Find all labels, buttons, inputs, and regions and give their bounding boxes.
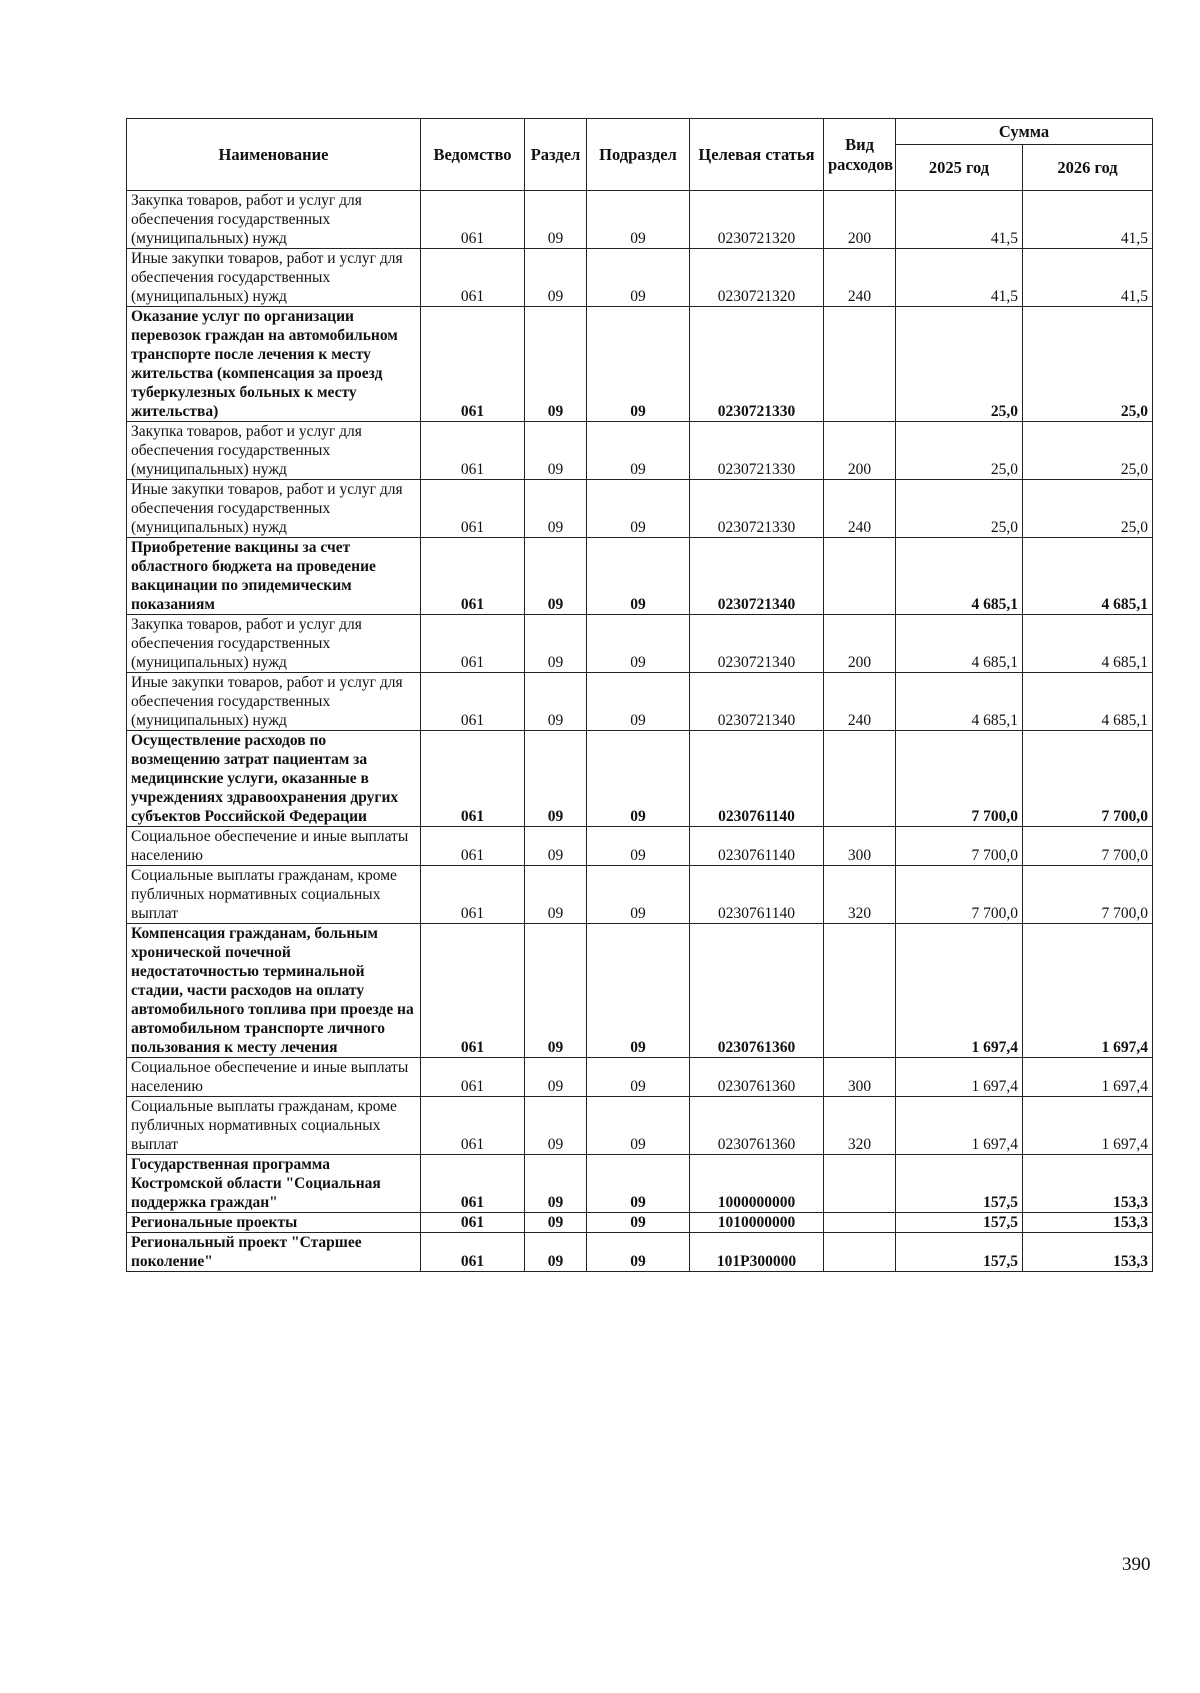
row-expense-type [824, 538, 896, 615]
row-target-article: 0230761360 [690, 1058, 824, 1097]
row-expense-type [824, 1233, 896, 1272]
header-section: Раздел [525, 119, 587, 191]
row-name: Закупка товаров, работ и услуг для обеспечения государственных (муниципальных) нужд [127, 422, 421, 480]
row-amount-2026: 4 685,1 [1023, 673, 1153, 731]
table-row [127, 538, 1153, 615]
row-expense-type: 320 [824, 1097, 896, 1155]
row-department: 061 [421, 731, 525, 827]
row-name: Региональный проект "Старшее поколение" [127, 1233, 421, 1272]
row-target-article: 0230721330 [690, 422, 824, 480]
row-department: 061 [421, 615, 525, 673]
row-section: 09 [525, 1155, 587, 1213]
row-department: 061 [421, 924, 525, 1058]
row-amount-2025: 7 700,0 [896, 866, 1023, 924]
row-amount-2025: 41,5 [896, 191, 1023, 249]
row-expense-type: 240 [824, 673, 896, 731]
row-department: 061 [421, 827, 525, 866]
row-expense-type [824, 1213, 896, 1233]
row-section: 09 [525, 307, 587, 422]
row-target-article: 0230761140 [690, 827, 824, 866]
row-target-article: 0230721320 [690, 249, 824, 307]
row-target-article: 0230721340 [690, 615, 824, 673]
row-amount-2025: 25,0 [896, 422, 1023, 480]
table-row [127, 827, 1153, 866]
header-sum: Сумма [896, 119, 1153, 145]
row-section: 09 [525, 827, 587, 866]
row-amount-2025: 1 697,4 [896, 1097, 1023, 1155]
row-section: 09 [525, 538, 587, 615]
row-subsection: 09 [587, 191, 690, 249]
row-expense-type: 240 [824, 480, 896, 538]
row-department: 061 [421, 1058, 525, 1097]
table-body [127, 191, 1153, 1272]
row-name: Социальные выплаты гражданам, кроме публичных нормативных социальных выплат [127, 866, 421, 924]
row-name: Компенсация гражданам, больным хронической почечной недостаточностью терминальной стадии, части расходов на оплату автомобильного топлива при проезде на автомобильном транспорте личного пользования к месту лечения [127, 924, 421, 1058]
table-row [127, 480, 1153, 538]
row-subsection: 09 [587, 615, 690, 673]
row-amount-2025: 4 685,1 [896, 615, 1023, 673]
row-name: Социальное обеспечение и иные выплаты населению [127, 1058, 421, 1097]
row-subsection: 09 [587, 1097, 690, 1155]
row-target-article: 0230721320 [690, 191, 824, 249]
row-section: 09 [525, 191, 587, 249]
row-amount-2026: 153,3 [1023, 1155, 1153, 1213]
row-expense-type [824, 1155, 896, 1213]
row-expense-type: 200 [824, 422, 896, 480]
table-row [127, 1155, 1153, 1213]
row-amount-2026: 25,0 [1023, 307, 1153, 422]
row-department: 061 [421, 538, 525, 615]
table-row [127, 1233, 1153, 1272]
row-subsection: 09 [587, 307, 690, 422]
header-target: Целевая статья [690, 119, 824, 191]
row-amount-2025: 25,0 [896, 480, 1023, 538]
row-target-article: 0230761360 [690, 1097, 824, 1155]
row-subsection: 09 [587, 1058, 690, 1097]
table-row [127, 1097, 1153, 1155]
row-amount-2025: 7 700,0 [896, 731, 1023, 827]
row-department: 061 [421, 307, 525, 422]
row-amount-2025: 157,5 [896, 1233, 1023, 1272]
row-section: 09 [525, 615, 587, 673]
row-department: 061 [421, 480, 525, 538]
row-section: 09 [525, 1058, 587, 1097]
table-row [127, 1213, 1153, 1233]
row-section: 09 [525, 673, 587, 731]
row-department: 061 [421, 422, 525, 480]
row-target-article: 0230761140 [690, 731, 824, 827]
row-amount-2025: 1 697,4 [896, 924, 1023, 1058]
table-row [127, 673, 1153, 731]
row-department: 061 [421, 191, 525, 249]
row-target-article: 0230721340 [690, 673, 824, 731]
row-subsection: 09 [587, 673, 690, 731]
row-amount-2026: 1 697,4 [1023, 1058, 1153, 1097]
row-amount-2025: 157,5 [896, 1213, 1023, 1233]
row-target-article: 0230721340 [690, 538, 824, 615]
row-amount-2025: 7 700,0 [896, 827, 1023, 866]
row-amount-2026: 25,0 [1023, 480, 1153, 538]
row-amount-2026: 1 697,4 [1023, 1097, 1153, 1155]
table-row [127, 615, 1153, 673]
row-target-article: 0230761360 [690, 924, 824, 1058]
row-department: 061 [421, 1233, 525, 1272]
row-amount-2025: 25,0 [896, 307, 1023, 422]
row-department: 061 [421, 249, 525, 307]
row-section: 09 [525, 1213, 587, 1233]
row-department: 061 [421, 1155, 525, 1213]
row-name: Региональные проекты [127, 1213, 421, 1233]
row-section: 09 [525, 731, 587, 827]
row-section: 09 [525, 1233, 587, 1272]
row-expense-type [824, 307, 896, 422]
row-target-article: 101P300000 [690, 1233, 824, 1272]
row-name: Иные закупки товаров, работ и услуг для обеспечения государственных (муниципальных) нужд [127, 673, 421, 731]
row-amount-2025: 4 685,1 [896, 673, 1023, 731]
row-amount-2026: 153,3 [1023, 1213, 1153, 1233]
header-subsection: Подраздел [587, 119, 690, 191]
header-expense-type: Вид расходов [824, 119, 896, 191]
row-department: 061 [421, 1213, 525, 1233]
row-target-article: 1000000000 [690, 1155, 824, 1213]
row-department: 061 [421, 866, 525, 924]
header-year-2025: 2025 год [896, 145, 1023, 191]
row-amount-2026: 7 700,0 [1023, 866, 1153, 924]
row-amount-2025: 41,5 [896, 249, 1023, 307]
row-amount-2025: 157,5 [896, 1155, 1023, 1213]
table-row [127, 731, 1153, 827]
row-section: 09 [525, 924, 587, 1058]
row-subsection: 09 [587, 924, 690, 1058]
row-section: 09 [525, 480, 587, 538]
row-amount-2026: 41,5 [1023, 191, 1153, 249]
row-name: Государственная программа Костромской области "Социальная поддержка граждан" [127, 1155, 421, 1213]
row-amount-2025: 4 685,1 [896, 538, 1023, 615]
row-expense-type [824, 731, 896, 827]
header-name: Наименование [127, 119, 421, 191]
row-expense-type: 320 [824, 866, 896, 924]
table-row [127, 422, 1153, 480]
row-subsection: 09 [587, 1155, 690, 1213]
row-expense-type: 240 [824, 249, 896, 307]
table-row [127, 249, 1153, 307]
row-expense-type: 200 [824, 191, 896, 249]
row-section: 09 [525, 422, 587, 480]
table-row [127, 191, 1153, 249]
row-name: Социальное обеспечение и иные выплаты населению [127, 827, 421, 866]
row-subsection: 09 [587, 731, 690, 827]
table-row [127, 307, 1153, 422]
row-target-article: 0230721330 [690, 480, 824, 538]
row-subsection: 09 [587, 827, 690, 866]
row-name: Осуществление расходов по возмещению затрат пациентам за медицинские услуги, оказанные в учреждениях здравоохранения других субъектов Российской Федерации [127, 731, 421, 827]
row-subsection: 09 [587, 480, 690, 538]
row-name: Приобретение вакцины за счет областного бюджета на проведение вакцинации по эпидемическим показаниям [127, 538, 421, 615]
row-amount-2026: 41,5 [1023, 249, 1153, 307]
row-section: 09 [525, 866, 587, 924]
row-name: Иные закупки товаров, работ и услуг для обеспечения государственных (муниципальных) нужд [127, 249, 421, 307]
row-name: Оказание услуг по организации перевозок граждан на автомобильном транспорте после лечения к месту жительства (компенсация за проезд туберкулезных больных к месту жительства) [127, 307, 421, 422]
table-row [127, 924, 1153, 1058]
row-amount-2026: 4 685,1 [1023, 538, 1153, 615]
row-section: 09 [525, 249, 587, 307]
row-name: Закупка товаров, работ и услуг для обеспечения государственных (муниципальных) нужд [127, 191, 421, 249]
row-subsection: 09 [587, 249, 690, 307]
row-amount-2026: 7 700,0 [1023, 827, 1153, 866]
row-section: 09 [525, 1097, 587, 1155]
row-amount-2026: 153,3 [1023, 1233, 1153, 1272]
row-department: 061 [421, 673, 525, 731]
row-name: Закупка товаров, работ и услуг для обеспечения государственных (муниципальных) нужд [127, 615, 421, 673]
row-subsection: 09 [587, 866, 690, 924]
row-name: Иные закупки товаров, работ и услуг для обеспечения государственных (муниципальных) нужд [127, 480, 421, 538]
table-row [127, 1058, 1153, 1097]
row-name: Социальные выплаты гражданам, кроме публичных нормативных социальных выплат [127, 1097, 421, 1155]
row-subsection: 09 [587, 422, 690, 480]
row-amount-2026: 25,0 [1023, 422, 1153, 480]
row-subsection: 09 [587, 1233, 690, 1272]
header-dept: Ведомство [421, 119, 525, 191]
row-amount-2026: 1 697,4 [1023, 924, 1153, 1058]
row-target-article: 0230761140 [690, 866, 824, 924]
table-row [127, 866, 1153, 924]
row-subsection: 09 [587, 1213, 690, 1233]
budget-table [126, 118, 1153, 1272]
header-year-2026: 2026 год [1023, 145, 1153, 191]
row-target-article: 1010000000 [690, 1213, 824, 1233]
row-amount-2026: 7 700,0 [1023, 731, 1153, 827]
page-number: 390 [1122, 1554, 1151, 1575]
row-department: 061 [421, 1097, 525, 1155]
row-subsection: 09 [587, 538, 690, 615]
row-target-article: 0230721330 [690, 307, 824, 422]
row-expense-type: 200 [824, 615, 896, 673]
row-expense-type: 300 [824, 1058, 896, 1097]
row-amount-2025: 1 697,4 [896, 1058, 1023, 1097]
row-amount-2026: 4 685,1 [1023, 615, 1153, 673]
row-expense-type: 300 [824, 827, 896, 866]
row-expense-type [824, 924, 896, 1058]
